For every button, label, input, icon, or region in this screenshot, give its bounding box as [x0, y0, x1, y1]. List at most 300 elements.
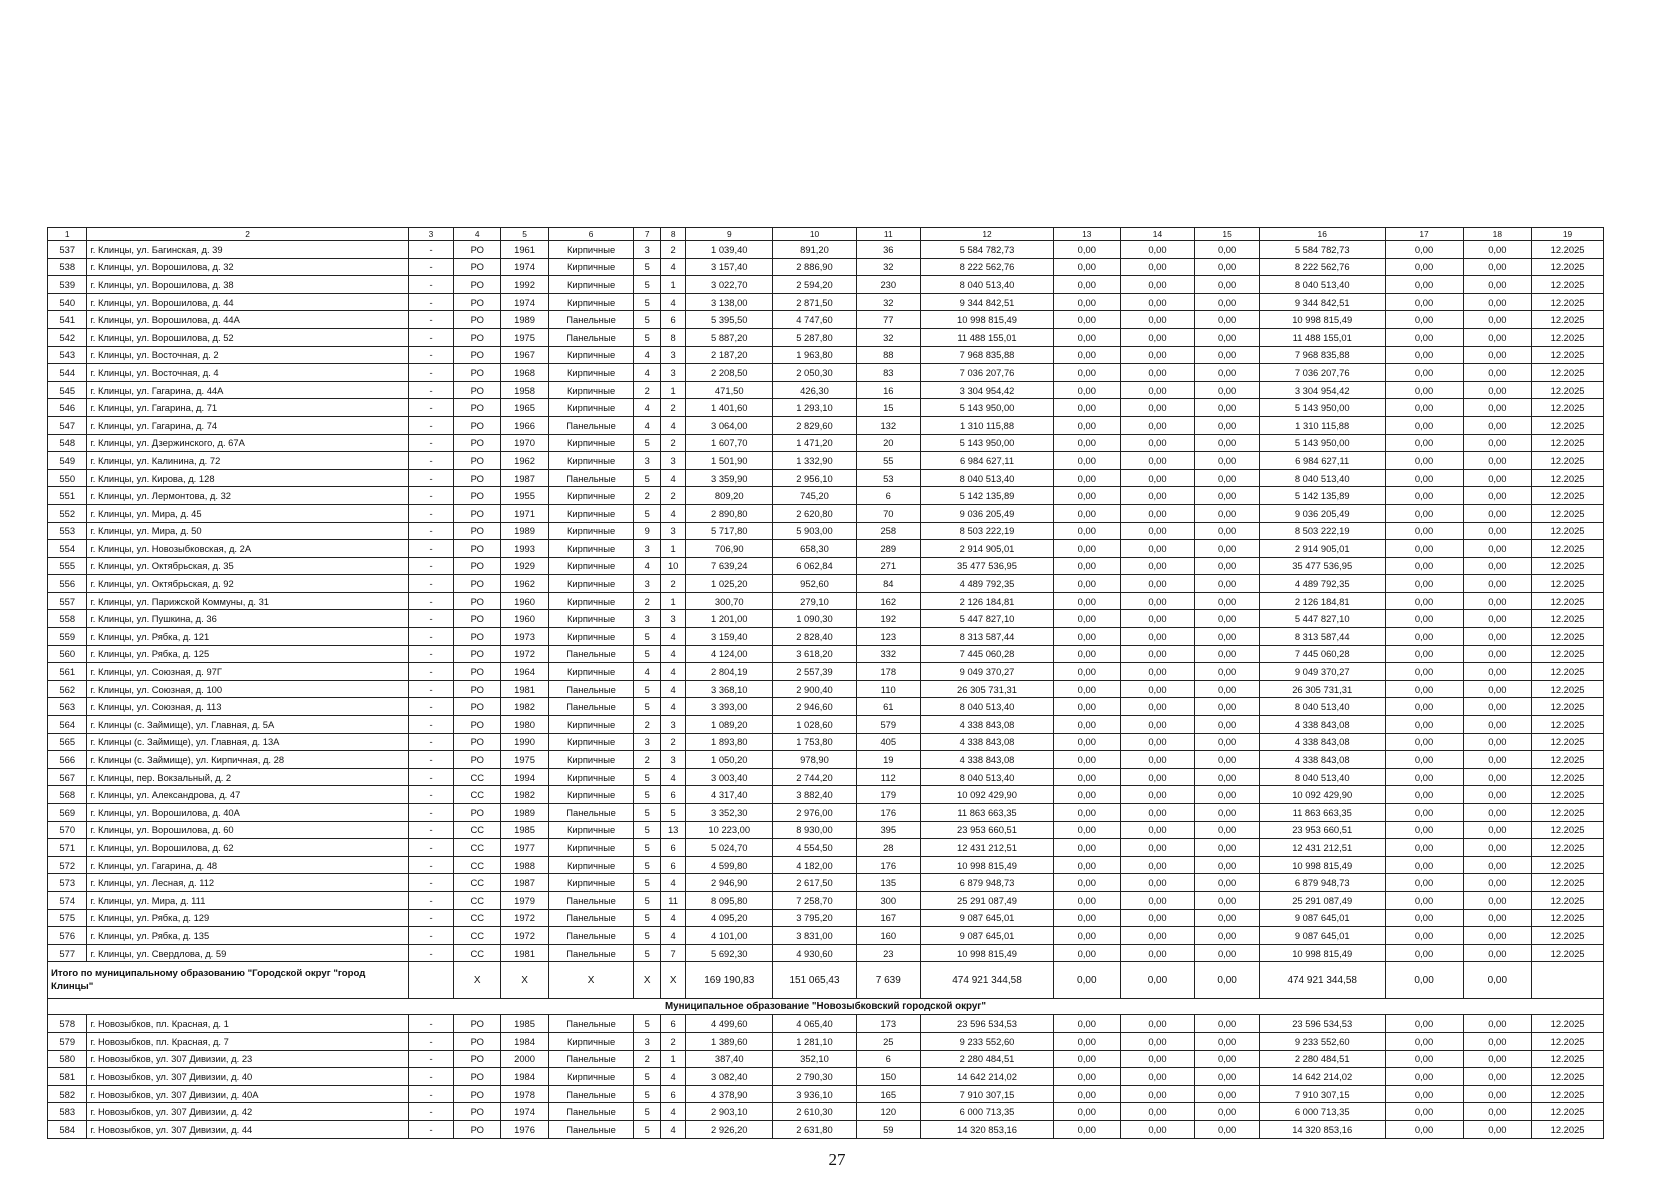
table-cell: 577 — [48, 944, 87, 962]
table-cell: 0,00 — [1120, 1050, 1195, 1068]
table-cell: 0,00 — [1463, 557, 1532, 575]
table-cell: 0,00 — [1385, 241, 1463, 259]
table-cell: 1 501,90 — [686, 452, 773, 470]
table-cell: 0,00 — [1463, 768, 1532, 786]
table-cell: 0,00 — [1195, 891, 1259, 909]
address-cell: г. Клинцы, ул. Рябка, д. 125 — [87, 645, 408, 663]
table-cell: 0,00 — [1120, 276, 1195, 294]
table-cell: 5 — [634, 1068, 661, 1086]
address-cell: г. Клинцы, ул. Кирова, д. 128 — [87, 469, 408, 487]
table-cell: 584 — [48, 1120, 87, 1138]
table-cell: 0,00 — [1054, 469, 1121, 487]
table-cell: Панельные — [548, 469, 633, 487]
table-cell: 0,00 — [1385, 716, 1463, 734]
table-cell: Панельные — [548, 927, 633, 945]
table-cell: Панельные — [548, 1120, 633, 1138]
address-cell: г. Клинцы, ул. Мира, д. 50 — [87, 522, 408, 540]
column-number-cell: 11 — [856, 228, 920, 241]
table-cell: 3 138,00 — [686, 293, 773, 311]
table-cell: 2 976,00 — [773, 804, 856, 822]
table-cell: 578 — [48, 1015, 87, 1033]
table-cell: 5 — [634, 504, 661, 522]
table-cell: 0,00 — [1054, 1103, 1121, 1121]
table-cell: 12.2025 — [1532, 1068, 1604, 1086]
table-cell: Кирпичные — [548, 540, 633, 558]
table-cell: 537 — [48, 241, 87, 259]
table-cell: 5 — [634, 891, 661, 909]
table-cell: 12.2025 — [1532, 751, 1604, 769]
table-cell: 0,00 — [1463, 698, 1532, 716]
table-cell: 574 — [48, 891, 87, 909]
table-cell: Панельные — [548, 909, 633, 927]
table-cell: 0,00 — [1463, 328, 1532, 346]
table-cell: 387,40 — [686, 1050, 773, 1068]
table-cell: Кирпичные — [548, 786, 633, 804]
address-cell: г. Клинцы (с. Займище), ул. Главная, д. 13А — [87, 733, 408, 751]
table-cell: 0,00 — [1120, 434, 1195, 452]
table-cell: 0,00 — [1195, 241, 1259, 259]
table-cell: 0,00 — [1195, 839, 1259, 857]
table-cell: 10 998 815,49 — [921, 856, 1054, 874]
table-cell: РО — [454, 733, 501, 751]
total-cell: 0,00 — [1195, 962, 1259, 999]
table-cell: 1981 — [501, 680, 549, 698]
table-row — [48, 381, 1604, 399]
table-cell: 2 617,50 — [773, 874, 856, 892]
table-cell: 4 — [661, 645, 686, 663]
table-cell: 5 143 950,00 — [921, 399, 1054, 417]
table-cell: 9 049 370,27 — [921, 663, 1054, 681]
table-row — [48, 786, 1604, 804]
table-cell: 0,00 — [1463, 1032, 1532, 1050]
table-cell: 12.2025 — [1532, 733, 1604, 751]
table-cell: Кирпичные — [548, 1068, 633, 1086]
address-cell: г. Клинцы, пер. Вокзальный, д. 2 — [87, 768, 408, 786]
table-cell: 6 — [661, 839, 686, 857]
table-cell: - — [408, 786, 454, 804]
table-cell: 8 222 562,76 — [1259, 258, 1385, 276]
table-cell: 0,00 — [1120, 311, 1195, 329]
table-cell: 576 — [48, 927, 87, 945]
table-row — [48, 452, 1604, 470]
table-cell: 1990 — [501, 733, 549, 751]
table-cell: 1975 — [501, 328, 549, 346]
table-cell: 0,00 — [1120, 241, 1195, 259]
table-cell: 8 040 513,40 — [921, 469, 1054, 487]
table-row — [48, 856, 1604, 874]
table-cell: 4 — [661, 909, 686, 927]
table-cell: 0,00 — [1054, 628, 1121, 646]
table-cell: 0,00 — [1385, 540, 1463, 558]
table-cell: 0,00 — [1463, 346, 1532, 364]
table-cell: 0,00 — [1120, 874, 1195, 892]
table-cell: 0,00 — [1385, 1032, 1463, 1050]
table-cell: 5 — [634, 927, 661, 945]
address-cell: г. Клинцы, ул. Союзная, д. 97Г — [87, 663, 408, 681]
table-cell: 10 998 815,49 — [1259, 311, 1385, 329]
table-cell: 3 — [634, 452, 661, 470]
table-cell: 706,90 — [686, 540, 773, 558]
table-cell: 0,00 — [1054, 452, 1121, 470]
table-cell: 5 — [634, 909, 661, 927]
table-cell: 0,00 — [1120, 575, 1195, 593]
table-row — [48, 293, 1604, 311]
table-cell: 4 — [661, 1103, 686, 1121]
table-cell: 0,00 — [1385, 276, 1463, 294]
table-cell: РО — [454, 698, 501, 716]
table-cell: 8 503 222,19 — [1259, 522, 1385, 540]
table-cell: 9 049 370,27 — [1259, 663, 1385, 681]
table-cell: 0,00 — [1195, 258, 1259, 276]
table-cell: 5 — [634, 645, 661, 663]
table-cell: 560 — [48, 645, 87, 663]
table-cell: 0,00 — [1385, 645, 1463, 663]
table-cell: 5 143 950,00 — [1259, 399, 1385, 417]
table-row — [48, 927, 1604, 945]
table-cell: 132 — [856, 416, 920, 434]
table-cell: 12.2025 — [1532, 663, 1604, 681]
table-cell: 12.2025 — [1532, 768, 1604, 786]
table-cell: Кирпичные — [548, 733, 633, 751]
table-cell: Кирпичные — [548, 821, 633, 839]
table-cell: 1964 — [501, 663, 549, 681]
table-cell: 2 280 484,51 — [921, 1050, 1054, 1068]
table-cell: 10 998 815,49 — [1259, 944, 1385, 962]
table-cell: 12.2025 — [1532, 575, 1604, 593]
table-cell: 26 305 731,31 — [921, 680, 1054, 698]
table-cell: 1 — [661, 276, 686, 294]
table-cell: 0,00 — [1054, 557, 1121, 575]
table-cell: 26 305 731,31 — [1259, 680, 1385, 698]
table-cell: СС — [454, 891, 501, 909]
table-cell: 0,00 — [1385, 909, 1463, 927]
table-cell: 11 863 663,35 — [1259, 804, 1385, 822]
table-cell: 1 201,00 — [686, 610, 773, 628]
table-cell: 0,00 — [1120, 891, 1195, 909]
table-cell: РО — [454, 399, 501, 417]
table-cell: 162 — [856, 592, 920, 610]
table-cell: СС — [454, 874, 501, 892]
table-cell: 1994 — [501, 768, 549, 786]
table-cell: 14 642 214,02 — [921, 1068, 1054, 1086]
table-cell: 580 — [48, 1050, 87, 1068]
table-cell: 7 639,24 — [686, 557, 773, 575]
table-cell: 3 — [634, 540, 661, 558]
table-cell: 426,30 — [773, 381, 856, 399]
table-cell: 6 984 627,11 — [1259, 452, 1385, 470]
table-cell: 300,70 — [686, 592, 773, 610]
column-number-cell: 2 — [87, 228, 408, 241]
table-cell: 59 — [856, 1120, 920, 1138]
table-cell: - — [408, 399, 454, 417]
table-row — [48, 399, 1604, 417]
table-cell: 545 — [48, 381, 87, 399]
table-cell: 0,00 — [1385, 874, 1463, 892]
table-cell: 570 — [48, 821, 87, 839]
table-cell: 178 — [856, 663, 920, 681]
table-cell: 558 — [48, 610, 87, 628]
table-cell: Кирпичные — [548, 276, 633, 294]
table-cell: 5 — [634, 276, 661, 294]
table-cell: Кирпичные — [548, 452, 633, 470]
table-cell: 1 389,60 — [686, 1032, 773, 1050]
table-cell: - — [408, 293, 454, 311]
table-cell: 395 — [856, 821, 920, 839]
section-row — [48, 999, 1604, 1015]
table-row — [48, 1015, 1604, 1033]
table-cell: 0,00 — [1195, 1103, 1259, 1121]
table-cell: 1980 — [501, 716, 549, 734]
table-cell: 1976 — [501, 1120, 549, 1138]
table-cell: 6 062,84 — [773, 557, 856, 575]
table-cell: 8 313 587,44 — [921, 628, 1054, 646]
table-cell: 0,00 — [1385, 592, 1463, 610]
table-cell: 0,00 — [1385, 434, 1463, 452]
table-cell: 0,00 — [1385, 680, 1463, 698]
table-row — [48, 328, 1604, 346]
total-cell: 0,00 — [1463, 962, 1532, 999]
table-cell: 5 — [634, 698, 661, 716]
table-cell: 0,00 — [1195, 311, 1259, 329]
table-cell: 2 126 184,81 — [921, 592, 1054, 610]
table-cell: 0,00 — [1195, 751, 1259, 769]
table-cell: 6 879 948,73 — [1259, 874, 1385, 892]
table-cell: 5 692,30 — [686, 944, 773, 962]
table-cell: РО — [454, 1103, 501, 1121]
table-cell: 20 — [856, 434, 920, 452]
table-row — [48, 364, 1604, 382]
table-cell: 1 — [661, 381, 686, 399]
table-cell: 1992 — [501, 276, 549, 294]
table-cell: 0,00 — [1054, 927, 1121, 945]
table-cell: 0,00 — [1463, 944, 1532, 962]
table-cell: 0,00 — [1054, 575, 1121, 593]
table-cell: 36 — [856, 241, 920, 259]
table-cell: 4 — [634, 663, 661, 681]
address-cell: г. Клинцы, ул. Гагарина, д. 74 — [87, 416, 408, 434]
table-cell: 4 — [661, 663, 686, 681]
table-cell: 0,00 — [1463, 645, 1532, 663]
table-cell: Кирпичные — [548, 381, 633, 399]
table-cell: 0,00 — [1120, 698, 1195, 716]
table-cell: 0,00 — [1385, 751, 1463, 769]
address-cell: г. Клинцы, ул. Октябрьская, д. 92 — [87, 575, 408, 593]
table-cell: 12.2025 — [1532, 452, 1604, 470]
table-cell: 12.2025 — [1532, 399, 1604, 417]
table-cell: 562 — [48, 680, 87, 698]
table-cell: 1974 — [501, 293, 549, 311]
table-cell: 0,00 — [1195, 592, 1259, 610]
table-cell: 1929 — [501, 557, 549, 575]
table-cell: 5 — [634, 1015, 661, 1033]
table-cell: 5 — [634, 944, 661, 962]
table-cell: 12.2025 — [1532, 628, 1604, 646]
table-cell: 2 126 184,81 — [1259, 592, 1385, 610]
address-cell: г. Новозыбков, пл. Красная, д. 1 — [87, 1015, 408, 1033]
table-cell: 0,00 — [1385, 927, 1463, 945]
column-number-cell: 17 — [1385, 228, 1463, 241]
table-cell: 1 — [661, 540, 686, 558]
address-cell: г. Клинцы (с. Займище), ул. Главная, д. 5А — [87, 716, 408, 734]
table-cell: 12.2025 — [1532, 416, 1604, 434]
table-cell: 2000 — [501, 1050, 549, 1068]
table-cell: 5 447 827,10 — [1259, 610, 1385, 628]
table-cell: 5 903,00 — [773, 522, 856, 540]
table-cell: 1 281,10 — [773, 1032, 856, 1050]
table-cell: 0,00 — [1463, 927, 1532, 945]
table-cell: 4 — [634, 416, 661, 434]
table-row — [48, 628, 1604, 646]
table-cell: 0,00 — [1195, 856, 1259, 874]
table-cell: 1955 — [501, 487, 549, 505]
table-cell: 4 489 792,35 — [921, 575, 1054, 593]
table-cell: 1 310 115,88 — [921, 416, 1054, 434]
table-cell: 0,00 — [1385, 399, 1463, 417]
table-cell: 9 087 645,01 — [1259, 927, 1385, 945]
table-cell: РО — [454, 452, 501, 470]
table-cell: 5 447 827,10 — [921, 610, 1054, 628]
table-cell: 0,00 — [1054, 346, 1121, 364]
total-label: Итого по муниципальному образованию "Городской округ "город Клинцы" — [48, 962, 409, 999]
address-cell: г. Клинцы, ул. Багинская, д. 39 — [87, 241, 408, 259]
table-cell: 5 887,20 — [686, 328, 773, 346]
table-cell: 0,00 — [1463, 628, 1532, 646]
address-cell: г. Новозыбков, ул. 307 Дивизии, д. 40 — [87, 1068, 408, 1086]
table-cell: 538 — [48, 258, 87, 276]
table-cell: 0,00 — [1463, 399, 1532, 417]
table-cell: 0,00 — [1054, 540, 1121, 558]
table-cell: 12.2025 — [1532, 909, 1604, 927]
table-row — [48, 821, 1604, 839]
table-cell: 0,00 — [1195, 663, 1259, 681]
table-cell: 1982 — [501, 698, 549, 716]
table-cell: 554 — [48, 540, 87, 558]
table-cell: 0,00 — [1385, 1015, 1463, 1033]
table-cell: 4 — [661, 504, 686, 522]
table-cell: 7 968 835,88 — [921, 346, 1054, 364]
table-cell: 4 — [661, 469, 686, 487]
table-cell: 1971 — [501, 504, 549, 522]
table-cell: 891,20 — [773, 241, 856, 259]
table-cell: 0,00 — [1385, 856, 1463, 874]
table-cell: 0,00 — [1463, 610, 1532, 628]
table-cell: 5 143 950,00 — [1259, 434, 1385, 452]
table-cell: 0,00 — [1054, 786, 1121, 804]
table-cell: 12.2025 — [1532, 821, 1604, 839]
table-cell: 0,00 — [1054, 328, 1121, 346]
table-cell: 179 — [856, 786, 920, 804]
table-cell: 2 903,10 — [686, 1103, 773, 1121]
table-cell: 1984 — [501, 1068, 549, 1086]
table-cell: Кирпичные — [548, 364, 633, 382]
table-cell: 1972 — [501, 909, 549, 927]
table-row — [48, 241, 1604, 259]
table-cell: 12.2025 — [1532, 786, 1604, 804]
table-cell: 12.2025 — [1532, 311, 1604, 329]
table-cell: 15 — [856, 399, 920, 417]
table-cell: 4 — [634, 557, 661, 575]
table-cell: 2 — [634, 487, 661, 505]
table-cell: 0,00 — [1385, 1103, 1463, 1121]
table-cell: 0,00 — [1463, 276, 1532, 294]
table-cell: 4 — [661, 628, 686, 646]
table-cell: 9 233 552,60 — [921, 1032, 1054, 1050]
table-cell: 809,20 — [686, 487, 773, 505]
table-cell: 10 998 815,49 — [921, 311, 1054, 329]
table-cell: 300 — [856, 891, 920, 909]
table-cell: 0,00 — [1195, 768, 1259, 786]
total-cell: 0,00 — [1120, 962, 1195, 999]
table-cell: 14 642 214,02 — [1259, 1068, 1385, 1086]
table-cell: 9 233 552,60 — [1259, 1032, 1385, 1050]
table-cell: 12.2025 — [1532, 381, 1604, 399]
table-cell: Кирпичные — [548, 592, 633, 610]
table-row — [48, 610, 1604, 628]
table-cell: 0,00 — [1463, 311, 1532, 329]
table-cell: 0,00 — [1120, 944, 1195, 962]
table-cell: 544 — [48, 364, 87, 382]
table-cell: Панельные — [548, 645, 633, 663]
table-cell: 19 — [856, 751, 920, 769]
table-cell: 2 208,50 — [686, 364, 773, 382]
table-cell: 12.2025 — [1532, 522, 1604, 540]
table-cell: 1987 — [501, 874, 549, 892]
table-cell: РО — [454, 311, 501, 329]
table-cell: 1 090,30 — [773, 610, 856, 628]
table-cell: 0,00 — [1120, 768, 1195, 786]
table-cell: 0,00 — [1054, 716, 1121, 734]
table-cell: 0,00 — [1054, 1015, 1121, 1033]
table-cell: 0,00 — [1463, 856, 1532, 874]
table-cell: 8 313 587,44 — [1259, 628, 1385, 646]
table-cell: 2 926,20 — [686, 1120, 773, 1138]
table-cell: 61 — [856, 698, 920, 716]
table-row — [48, 557, 1604, 575]
table-cell: 2 956,10 — [773, 469, 856, 487]
table-cell: 0,00 — [1120, 1032, 1195, 1050]
table-cell: 6 879 948,73 — [921, 874, 1054, 892]
table-cell: РО — [454, 258, 501, 276]
table-cell: 1974 — [501, 1103, 549, 1121]
table-cell: 176 — [856, 856, 920, 874]
table-cell: Панельные — [548, 698, 633, 716]
table-cell: 745,20 — [773, 487, 856, 505]
table-cell: 0,00 — [1195, 346, 1259, 364]
table-cell: 2 — [661, 487, 686, 505]
table-cell: 0,00 — [1054, 856, 1121, 874]
table-cell: РО — [454, 346, 501, 364]
total-cell: Х — [501, 962, 549, 999]
table-cell: 539 — [48, 276, 87, 294]
total-cell: Х — [661, 962, 686, 999]
table-cell: - — [408, 258, 454, 276]
table-cell: 0,00 — [1463, 364, 1532, 382]
total-cell: 151 065,43 — [773, 962, 856, 999]
table-row — [48, 680, 1604, 698]
column-number-cell: 9 — [686, 228, 773, 241]
total-cell: 7 639 — [856, 962, 920, 999]
table-cell: 0,00 — [1463, 1050, 1532, 1068]
address-cell: г. Новозыбков, ул. 307 Дивизии, д. 23 — [87, 1050, 408, 1068]
address-cell: г. Клинцы, ул. Александрова, д. 47 — [87, 786, 408, 804]
table-cell: 2 890,80 — [686, 504, 773, 522]
table-cell: 0,00 — [1385, 698, 1463, 716]
table-cell: 150 — [856, 1068, 920, 1086]
table-cell: 1 089,20 — [686, 716, 773, 734]
table-cell: 0,00 — [1463, 381, 1532, 399]
table-row — [48, 645, 1604, 663]
table-cell: 12.2025 — [1532, 1032, 1604, 1050]
